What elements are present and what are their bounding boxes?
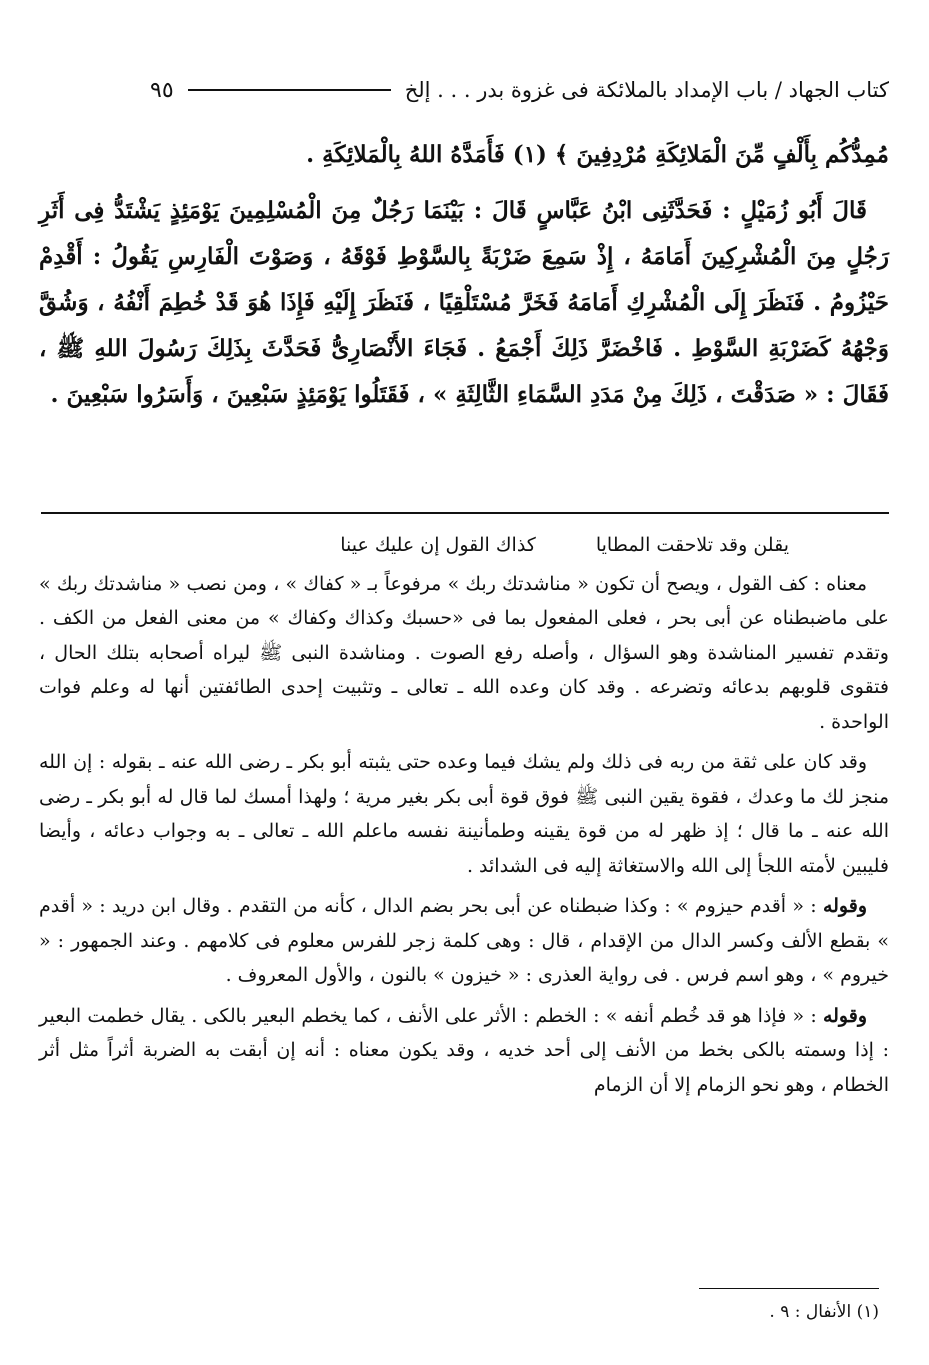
poetry-verse [39, 528, 889, 563]
running-header [150, 72, 889, 108]
header-title: كتاب الجهاد / باب الإمداد بالملائكة فى غزوة بدر . . . إلخ [404, 78, 889, 102]
main-text [39, 132, 889, 418]
main-paragraph: قَالَ أَبُو زُمَيْلٍ : فَحَدَّثَنِى ابْنُ عَبَّاسٍ قَالَ : بَيْنَمَا رَجُلٌ مِنَ الْمُسْلِمِينَ يَوْمَئِذٍ يَشْتَدُّ فِى أَثَرِ رَجُلٍ مِنَ الْمُشْرِكِينَ أَمَامَهُ ، إِذْ سَمِعَ ضَرْبَةً بِالسَّوْطِ فَوْقَهُ ، وَصَوْتَ الْفَارِسِ يَقُولُ : أَقْدِمْ حَيْزُومُ . فَنَظَرَ إِلَى الْمُشْرِكِ أَمَامَهُ فَخَرَّ مُسْتَلْقِيًا ، فَنَظَرَ إِلَيْهِ فَإِذَا هُوَ قَدْ خُطِمَ أَنْفُهُ ، وَشُقَّ وَجْهُهُ كَضَرْبَةِ السَّوْطِ . فَاخْضَرَّ ذَلِكَ أَجْمَعُ . فَجَاءَ الأَنْصَارِىُّ فَحَدَّثَ بِذَلِكَ رَسُولَ اللهِ ﷺ ، فَقَالَ : « صَدَقْتَ ، ذَلِكَ مِنْ مَدَدِ السَّمَاءِ الثَّالِثَةِ » ، فَقَتَلُوا يَوْمَئِذٍ سَبْعِينَ ، وَأَسَرُوا سَبْعِينَ . [39, 197, 890, 408]
footnote-rule [699, 1288, 879, 1289]
paragraph-4-body: : « فإذا هو قد خُطم أنفه » : الخطم : الأثر على الأنف ، كما يخطم البعير بالكى . يقال خطمت البعير : إذا وسمته بالكى بخط من الأنف إلى أحد خديه ، وقد يكون معناه : أنه إن أبقت به الضربة أثراً مثل أثر الخطام ، وهو نحو الزمام إلا أن الزمام [39, 1004, 889, 1096]
commentary [39, 528, 889, 1108]
commentary-paragraph-1: معناه : كف القول ، ويصح أن تكون « مناشدتك ربك » مرفوعاً بـ « كفاك » ، ومن نصب « مناشدتك ربك » على ماضبطناه عن أبى بحر ، فعلى المفعول بما فى «حسبك وكذاك وكفاك » من معنى الفعل من الكف . وتقدم تفسير المناشدة وهو السؤال ، وأصله رفع الصوت . ومناشدة النبى ﷺ ليراه أصحابه بتلك الحال ، فتقوى قلوبهم بدعائه وتضرعه . وقد كان وعده الله ـ تعالى ـ وتثبيت إحدى الطائفتين أنها له وعلم فوات الواحدة . [39, 572, 889, 733]
commentary-paragraph-3 [39, 889, 889, 993]
paragraph-4-lead: وقوله [822, 1004, 868, 1027]
text-commentary-separator [41, 512, 889, 514]
paragraph-3-lead: وقوله [822, 895, 868, 917]
page-number: ٩٥ [150, 77, 174, 103]
footnote: (١) الأنفال : ٩ . [769, 1302, 879, 1322]
commentary-paragraph-2: وقد كان على ثقة من ربه فى ذلك ولم يشك فيما وعده حتى يثبته أبو بكر ـ رضى الله عنه ـ بقوله : إن الله منجز لك ما وعدك ، فقوة يقين النبى ﷺ فوق قوة أبى بكر بغير مرية ؛ ولهذا أمسك لما قال له أبو بكر ـ رضى الله عنه ـ ما قال ؛ إذ ظهر له من قوة يقينه وطمأنينة نفسه ماعلم الله ـ تعالى ـ به وجواب دعائه ، وأيضا فليبين لأمته اللجأ إلى الله والاستغاثة إليه فى الشدائد . [39, 751, 889, 877]
verse-second-hemistich: كذاك القول إن عليك عينا [340, 534, 536, 556]
verse-first-hemistich: يقلن وقد تلاحقت المطايا [595, 534, 789, 556]
paragraph-3-body: : « أقدم حيزوم » : وكذا ضبطناه عن أبى بحر بضم الدال ، كأنه من التقدم . وقال ابن دريد : « أقدم » بقطع الألف وكسر الدال من الإقدام ، قال : وهى كلمة زجر للفرس معلوم فى كلامهم . وعند الجمهور : « خيروم » ، وهو اسم فرس . فى رواية العذرى : « خيزون » بالنون ، والأول المعروف . [39, 895, 889, 986]
header-rule [188, 89, 391, 91]
commentary-paragraph-4 [39, 999, 889, 1103]
main-first-line: مُمِدُّكُم بِأَلْفٍ مِّنَ الْمَلائِكَةِ مُرْدِفِينَ ﴾ (١) فَأَمَدَّهُ اللهُ بِالْمَلائِكَةِ . [306, 141, 889, 168]
